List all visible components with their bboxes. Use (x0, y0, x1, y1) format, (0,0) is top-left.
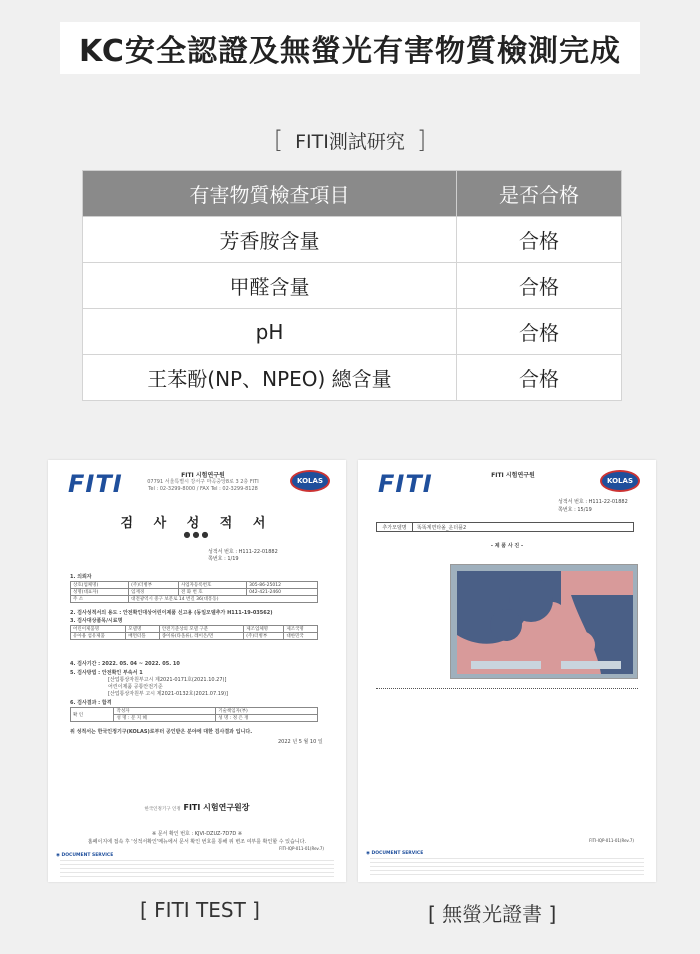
product-photo (450, 564, 638, 679)
bracket-open: [ (273, 126, 284, 154)
section-1: 1. 의뢰자 (70, 574, 92, 580)
confirm-table (70, 707, 318, 722)
page-number: 쪽번호 : 15/19 (558, 507, 592, 513)
page-number: 쪽번호 : 1/19 (208, 556, 239, 562)
cell: 임재경 (129, 589, 179, 596)
title-dots: ●●● (183, 530, 211, 539)
kolas-note: 위 성적서는 한국인정기구(KOLAS)로부터 공인받은 분야에 대한 검사결과 입니다. (70, 729, 253, 735)
caption-fiti-test: [ FITI TEST ] (140, 898, 260, 922)
fiti-logo: FITI (378, 470, 433, 498)
doc-header (143, 472, 263, 493)
cell: 대전광역시 중구 보문로 14 번길 36(대흥동) (129, 596, 318, 603)
org-name: FITI 시험연구원 (491, 472, 535, 479)
cell-result: 合格 (457, 217, 622, 263)
table-row (71, 633, 318, 640)
section-3: 3. 검사대상품목/시료명 (70, 618, 123, 624)
cell-item: 芳香胺含量 (83, 217, 457, 263)
cell: 모델명 (126, 626, 160, 633)
table-row (71, 582, 318, 589)
fine-print (60, 860, 334, 878)
cell-result: 合格 (457, 309, 622, 355)
report-number: 성적서 번호 : H111-22-01882 (208, 549, 278, 555)
kolas-logo: KOLAS (600, 470, 640, 492)
cell: 전 화 번 호 (178, 589, 246, 596)
cell: 배면터플 (126, 633, 160, 640)
bracket-close: ] (416, 126, 427, 154)
table-row (83, 355, 622, 401)
subtitle-text: FITI測試研究 (295, 131, 405, 153)
cell-item: 王苯酚(NP、NPEO) 總含量 (83, 355, 457, 401)
cell-result: 合格 (457, 263, 622, 309)
towel-image (451, 565, 638, 679)
cell: 확 인 (71, 708, 114, 722)
org-address: 07791 서울특별시 강서구 마곡중앙8로 3 2층 FITI (147, 479, 259, 485)
header-result: 是否合格 (457, 171, 622, 217)
cell: (주)더병부 (129, 582, 179, 589)
separator (376, 688, 638, 689)
cell: 305-86-25012 (247, 582, 318, 589)
section-4: 4. 검사기간 : 2022. 05. 04 ~ 2022. 05. 10 (70, 661, 180, 667)
issue-date: 2022 년 5 월 10 일 (278, 739, 323, 745)
cell: 주 소 (71, 596, 129, 603)
cell: (주)더병부 (244, 633, 284, 640)
table-row (71, 596, 318, 603)
section-6: 6. 검사결과 : 합격 (70, 700, 112, 706)
cell: 어린이제품명 (71, 626, 126, 633)
kolas-logo: KOLAS (290, 470, 330, 492)
table-row (83, 309, 622, 355)
document-service: ◉ DOCUMENT SERVICE (366, 851, 424, 856)
product-table (70, 625, 318, 640)
signer-prefix: 한국인정기구 인정 (144, 807, 181, 812)
fine-print (370, 858, 644, 878)
form-number: FITI-IQP-011-01(Rev.7) (589, 838, 634, 843)
table-row (83, 217, 622, 263)
photo-title: - 제 품 사 진 - (490, 543, 524, 549)
section-5-line2: [산업통상자원부고시 제2021-0171호(2021.10.27)] (108, 677, 227, 683)
cell-item: 甲醛含量 (83, 263, 457, 309)
doc-header (453, 472, 573, 479)
table-row (71, 589, 318, 596)
org-name: FITI 시험연구원 (181, 472, 225, 479)
section-5-line4: [산업통상자원부 고시 제2021-0132호(2021.07.19)] (108, 691, 228, 697)
cell: 작성자 (114, 708, 216, 715)
page-title: KC安全認證及無螢光有害物質檢測完成 (60, 22, 640, 74)
table-row (83, 263, 622, 309)
cell: 유아용 섬유제품 (71, 633, 126, 640)
cell: 성명(대표자) (71, 589, 129, 596)
table-header-row (83, 171, 622, 217)
confirm-desc: 홈페이지에 접속 후 '성적서확인'메뉴에서 문서 확인 번호를 통해 위 변조 여부를 확인할 수 있습니다. (87, 839, 307, 845)
cell: 안전기준상의 모델 구분 (159, 626, 243, 633)
section-subtitle (0, 126, 700, 154)
results-table (82, 170, 622, 401)
model-value: 똑똑계면타올_운더플2 (417, 524, 467, 531)
model-row (376, 522, 634, 532)
cell: 상호(업체명) (71, 582, 129, 589)
cell: 대한민국 (284, 633, 318, 640)
test-report-document (48, 460, 346, 882)
section-5-line3: 어린이제품 공통안전기준 (108, 684, 163, 690)
cell-item: pH (83, 309, 457, 355)
cell: 종이류(타올류), 레이온/면 (159, 633, 243, 640)
cell: 제조업체명 (244, 626, 284, 633)
header-item: 有害物質檢查項目 (83, 171, 457, 217)
signer (48, 802, 346, 813)
cell: 042-421-2460 (247, 589, 318, 596)
section-5: 5. 검사방법 : 안전확인 부속서 1 (70, 670, 143, 676)
document-service: ◉ DOCUMENT SERVICE (56, 853, 114, 858)
table-row (71, 626, 318, 633)
signer-name: FITI 시험연구원장 (183, 803, 250, 812)
report-number: 성적서 번호 : H111-22-01882 (558, 499, 628, 505)
cell: 사업자등록번호 (178, 582, 246, 589)
caption-non-fluorescent: [ 無螢光證書 ] (428, 902, 557, 926)
section-2: 2. 검사성적서의 용도 : 안전확인대상어린이제품 신고용 (동일모델추가 H111-19-03562) (70, 610, 273, 616)
fiti-logo: FITI (68, 470, 123, 498)
cell: 제조국명 (284, 626, 318, 633)
product-photo-document (358, 460, 656, 882)
cell-result: 合格 (457, 355, 622, 401)
confirm-number: ※ 문서 확인 번호 : KJVI-DZUZ-7D7D ※ (151, 831, 243, 837)
form-number: FITI-IQP-011-01(Rev.7) (279, 846, 324, 851)
report-title: 검 사 성 적 서 (120, 516, 274, 531)
cell: 성 명 : 정 은 정 (216, 715, 318, 722)
cell: 성 명 : 문 지 혜 (114, 715, 216, 722)
client-table (70, 581, 318, 603)
table-row (71, 708, 318, 715)
model-label: 추가모델명 (377, 523, 413, 531)
org-tel: Tel : 02-3299-8000 / FAX Tel : 02-3299-8128 (148, 486, 258, 492)
cell: 기술책임자(부) (216, 708, 318, 715)
